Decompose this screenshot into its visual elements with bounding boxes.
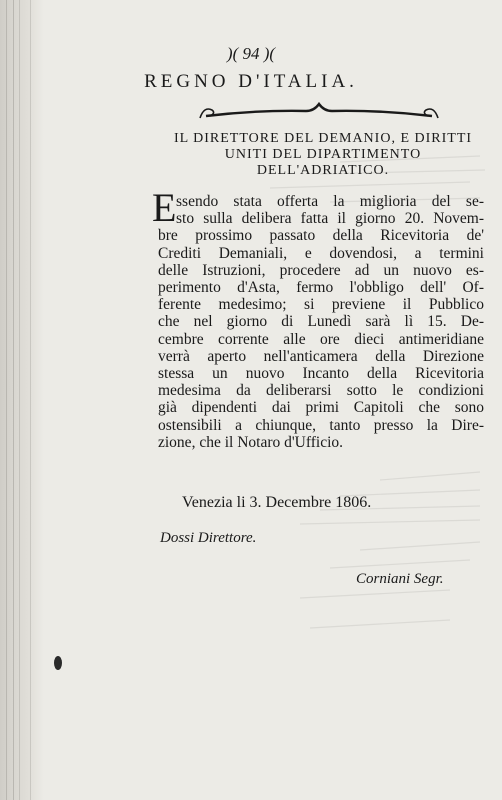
body-line: perimento d'Asta, fermo l'obbligo dell' Of- [158, 279, 484, 297]
place-and-date: Venezia li 3. Decembre 1806. [182, 494, 372, 511]
body-line: già dipendenti dai primi Capitoli che sono [158, 399, 484, 417]
director-signature: Dossi Direttore. [160, 530, 257, 546]
issuer-heading [150, 131, 496, 179]
body-line: verrà aperto nell'anticamera della Direzione [158, 347, 484, 365]
body-line: ssendo stata offerta la miglioria del se- [176, 193, 484, 210]
page-number: )( 94 )( [226, 44, 276, 63]
issuer-line: UNITI DEL DIPARTIMENTO [224, 147, 422, 162]
body-line: Crediti Demaniali, e dovendosi, a termini [158, 244, 484, 262]
notice-body [158, 193, 484, 451]
secretary-signature: Corniani Segr. [356, 571, 444, 587]
drop-cap: E [152, 185, 177, 230]
body-line: medesima da deliberarsi sotto le condizioni [158, 382, 484, 400]
decorative-rule-ornament [196, 100, 442, 126]
kingdom-title: REGNO D'ITALIA. [144, 71, 358, 92]
body-line: ferente medesimo; si previene il Pubblico [158, 296, 484, 314]
issuer-line: IL DIRETTORE DEL DEMANIO, E DIRITTI [173, 131, 473, 146]
body-line: bre prossimo passato della Ricevitoria de' [158, 227, 484, 245]
body-line: cembre corrente alle ore dieci antimeridiane [158, 330, 484, 348]
binding-gutter [0, 0, 44, 800]
ink-stain [54, 656, 62, 670]
body-line: zione, che il Notaro d'Ufficio. [158, 433, 344, 451]
body-line: delle Istruzioni, procedere ad un nuovo es- [158, 261, 484, 279]
issuer-line: DELL'ADRIATICO. [256, 163, 390, 178]
body-line: stessa un nuovo Incanto della Ricevitoria [158, 365, 484, 383]
body-line: sto sulla delibera fatta il giorno 20. Novem- [176, 210, 484, 228]
body-line: che nel giorno di Lunedì sarà lì 15. De- [158, 313, 484, 331]
body-line: ostensibili a chiunque, tanto presso la Dire- [158, 416, 484, 434]
